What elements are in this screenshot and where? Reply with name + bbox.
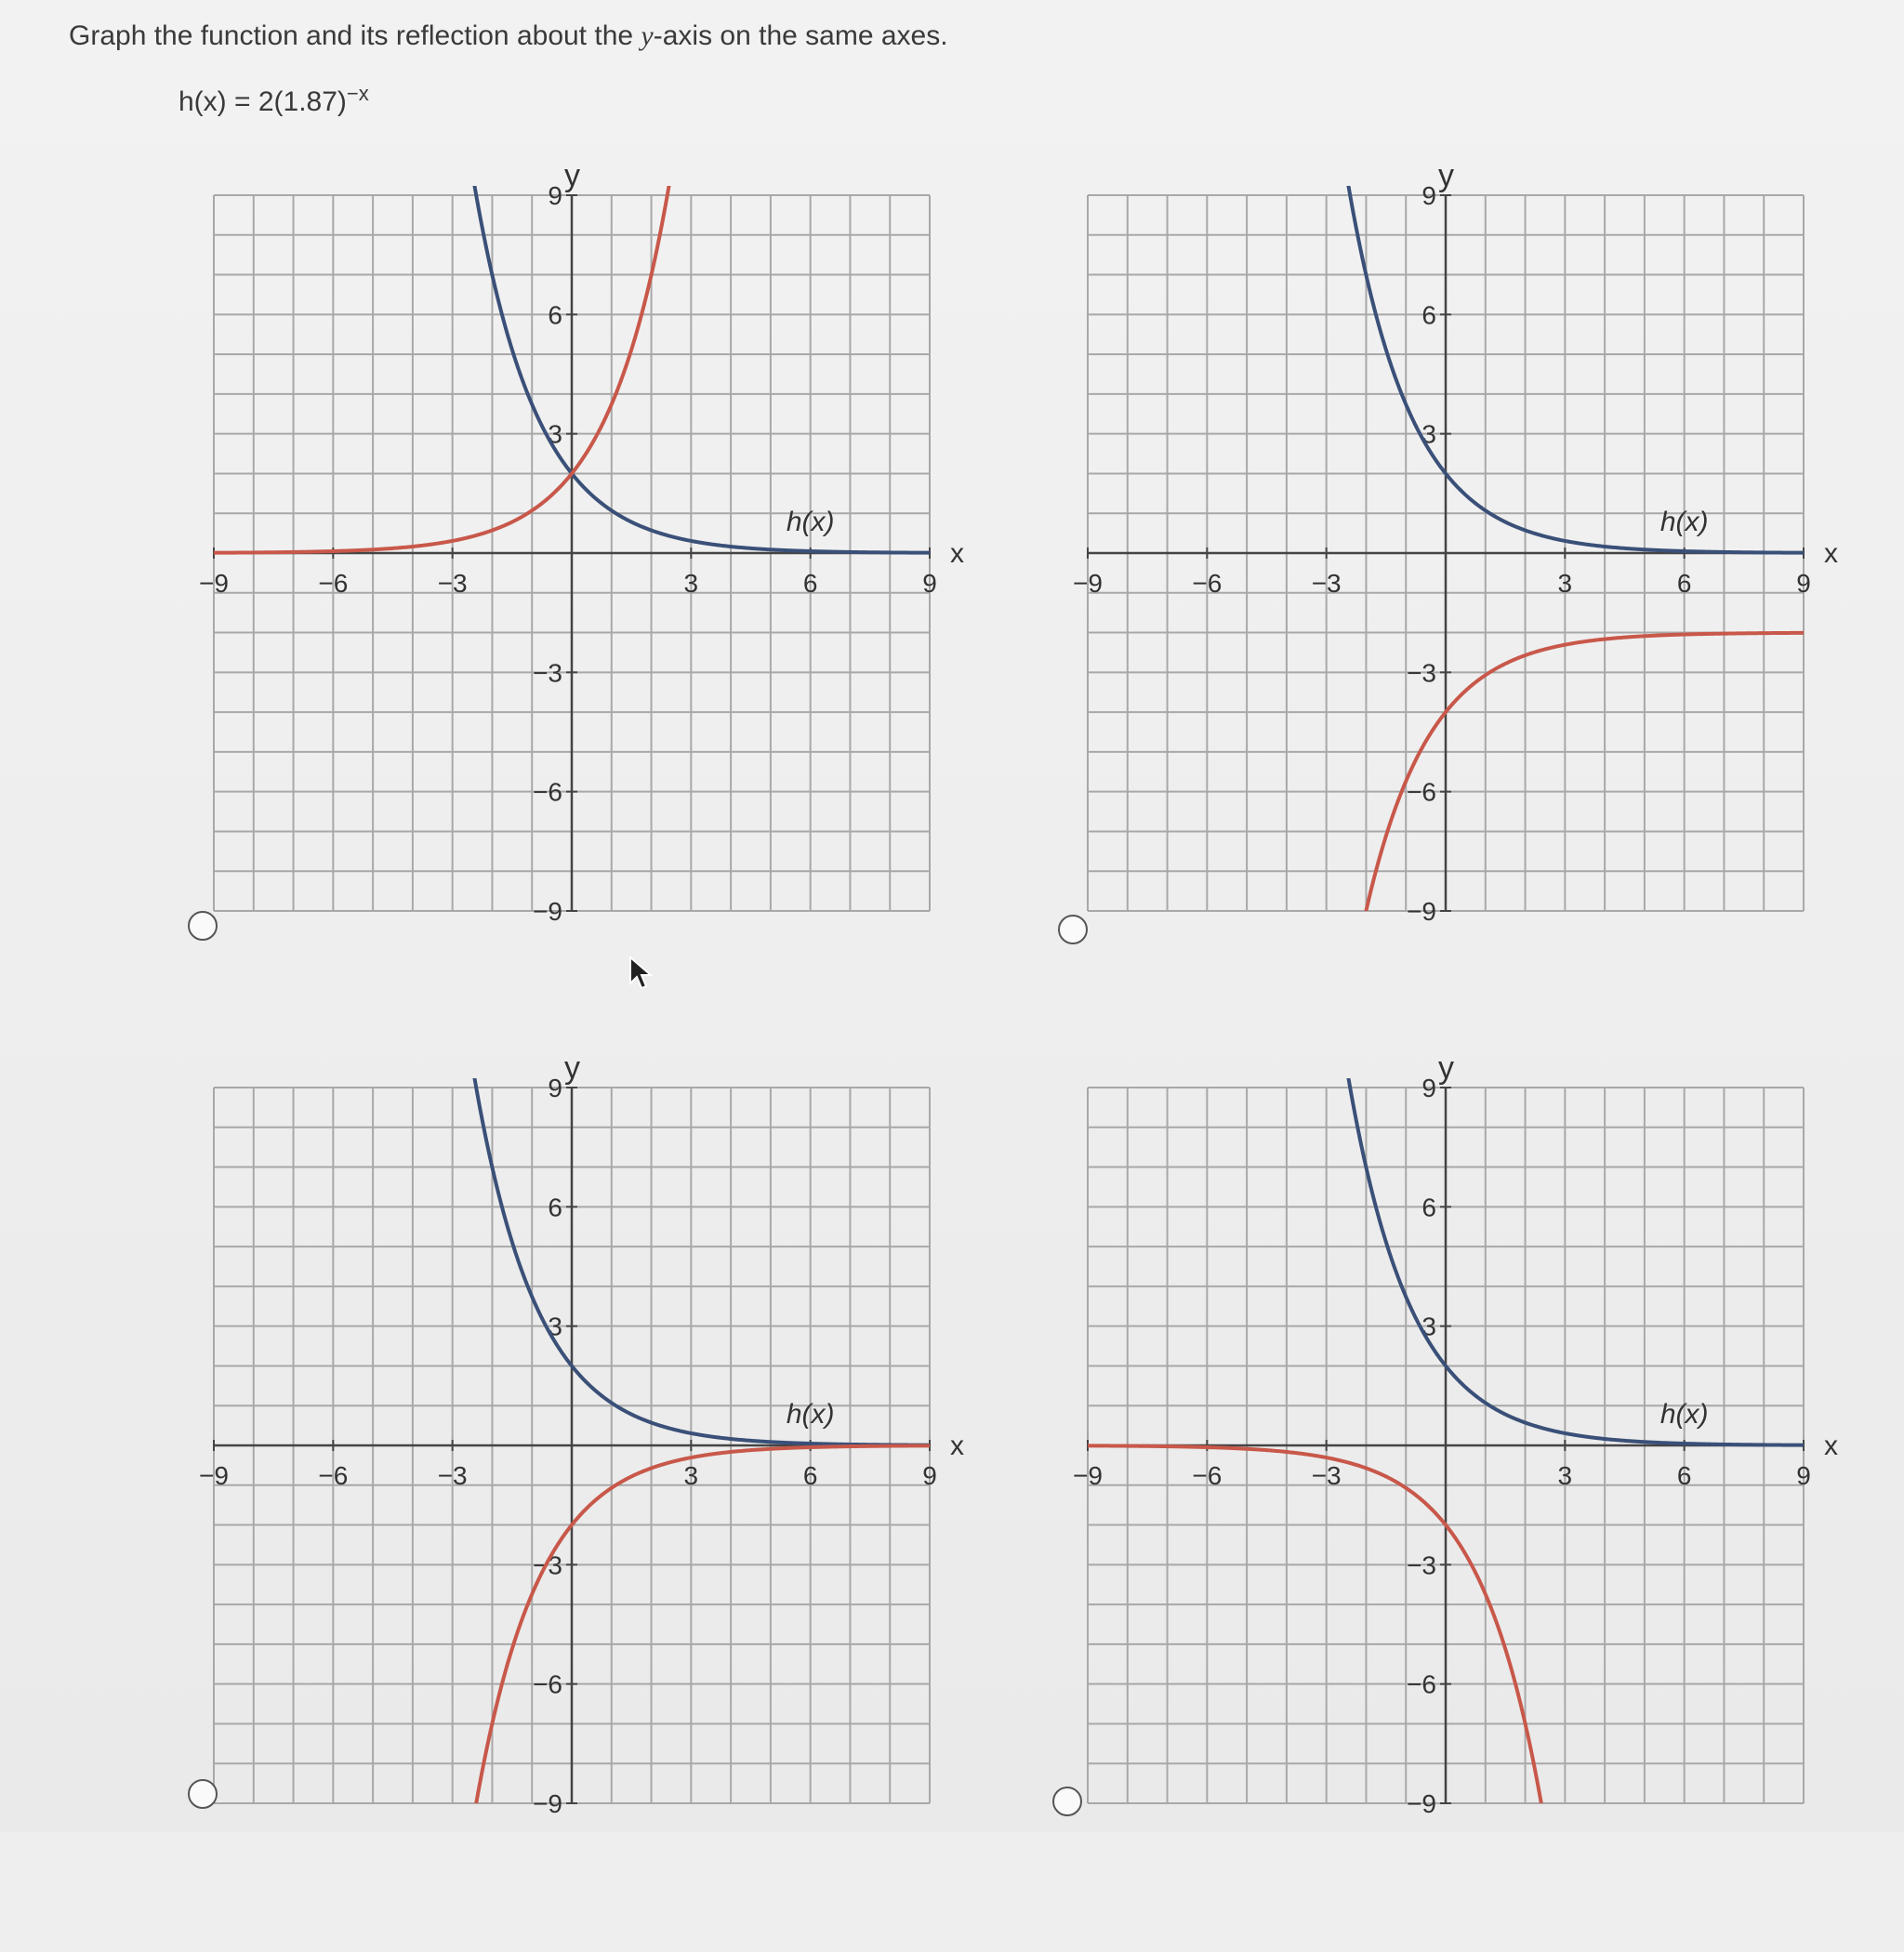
x-tick-label: −6 bbox=[318, 1461, 349, 1490]
y-tick-label: −3 bbox=[1407, 658, 1436, 688]
y-tick-label: −3 bbox=[533, 1550, 562, 1580]
x-tick-label: −6 bbox=[1192, 1461, 1223, 1490]
formula-base: h(x) = 2(1.87) bbox=[178, 86, 347, 117]
question-variable: y bbox=[641, 20, 654, 51]
graph-option-2 bbox=[1060, 149, 1897, 948]
formula-exponent: −x bbox=[346, 82, 369, 105]
y-tick-label: −3 bbox=[533, 658, 562, 688]
radio-option-2[interactable] bbox=[1058, 915, 1088, 944]
y-tick-label: 3 bbox=[548, 419, 562, 449]
graph-option-4 bbox=[1060, 1041, 1897, 1840]
y-axis-label: y bbox=[1438, 158, 1454, 193]
x-tick-label: −3 bbox=[1311, 1461, 1342, 1490]
y-tick-label: −3 bbox=[1407, 1550, 1436, 1580]
y-tick-label: 6 bbox=[548, 1193, 562, 1222]
x-axis-label: x bbox=[950, 538, 964, 569]
x-tick-label: −9 bbox=[1073, 1461, 1103, 1490]
x-tick-label: −9 bbox=[1073, 569, 1103, 598]
x-axis-label: x bbox=[1824, 1431, 1838, 1461]
y-tick-label: 3 bbox=[548, 1312, 562, 1341]
y-tick-label: 6 bbox=[1421, 300, 1436, 330]
x-tick-label: −6 bbox=[318, 569, 349, 598]
x-tick-label: 6 bbox=[1676, 569, 1692, 598]
answer-option-1[interactable] bbox=[186, 149, 1116, 1060]
function-formula bbox=[178, 82, 369, 118]
y-tick-label: 3 bbox=[1421, 419, 1436, 449]
x-tick-label: 3 bbox=[683, 1461, 699, 1490]
x-tick-label: −3 bbox=[437, 1461, 468, 1490]
curve-annotation: h(x) bbox=[786, 1399, 835, 1430]
x-tick-label: −3 bbox=[437, 569, 468, 598]
y-tick-label: −6 bbox=[533, 1669, 562, 1699]
x-tick-label: 9 bbox=[922, 569, 937, 598]
y-tick-label: 9 bbox=[1421, 1074, 1436, 1102]
x-tick-label: 6 bbox=[802, 569, 818, 598]
y-tick-label: −9 bbox=[533, 897, 562, 926]
y-tick-label: 6 bbox=[548, 300, 562, 330]
y-tick-label: −6 bbox=[1407, 777, 1436, 807]
y-tick-label: −9 bbox=[1407, 1789, 1436, 1818]
graph-option-3 bbox=[186, 1041, 1023, 1840]
x-tick-label: −3 bbox=[1311, 569, 1342, 598]
mouse-pointer-icon bbox=[628, 956, 656, 993]
x-tick-label: 3 bbox=[683, 569, 699, 598]
y-tick-label: 9 bbox=[548, 181, 562, 210]
y-tick-label: 9 bbox=[1421, 181, 1436, 210]
y-tick-label: 6 bbox=[1421, 1193, 1436, 1222]
question-text-part2: -axis on the same axes. bbox=[653, 20, 948, 51]
question-text-part1: Graph the function and its reflection about the bbox=[69, 20, 641, 51]
x-tick-label: 9 bbox=[1796, 1461, 1811, 1490]
x-tick-label: 6 bbox=[802, 1461, 818, 1490]
y-tick-label: −6 bbox=[533, 777, 562, 807]
radio-option-4[interactable] bbox=[1052, 1787, 1082, 1816]
answer-option-3[interactable] bbox=[186, 1041, 1116, 1952]
radio-option-1[interactable] bbox=[188, 911, 218, 941]
graph-option-1 bbox=[186, 149, 1023, 948]
x-axis-label: x bbox=[1824, 538, 1838, 569]
curve-annotation: h(x) bbox=[1659, 507, 1709, 537]
radio-option-3[interactable] bbox=[188, 1779, 218, 1809]
y-axis-label: y bbox=[564, 1050, 580, 1086]
y-tick-label: −6 bbox=[1407, 1669, 1436, 1699]
y-tick-label: −9 bbox=[533, 1789, 562, 1818]
answer-option-2[interactable] bbox=[1060, 149, 1904, 1060]
x-tick-label: 6 bbox=[1676, 1461, 1692, 1490]
curve-annotation: h(x) bbox=[786, 507, 835, 537]
y-tick-label: 3 bbox=[1421, 1312, 1436, 1341]
answer-option-4[interactable] bbox=[1060, 1041, 1904, 1952]
y-axis-label: y bbox=[1438, 1050, 1454, 1086]
x-tick-label: 9 bbox=[922, 1461, 937, 1490]
y-tick-label: 9 bbox=[548, 1074, 562, 1102]
curve-annotation: h(x) bbox=[1659, 1399, 1709, 1430]
x-tick-label: −9 bbox=[199, 1461, 229, 1490]
x-tick-label: −6 bbox=[1192, 569, 1223, 598]
x-tick-label: −9 bbox=[199, 569, 229, 598]
x-axis-label: x bbox=[950, 1431, 964, 1461]
question-text bbox=[69, 20, 948, 52]
x-tick-label: 3 bbox=[1557, 1461, 1573, 1490]
y-axis-label: y bbox=[564, 158, 580, 193]
x-tick-label: 9 bbox=[1796, 569, 1811, 598]
x-tick-label: 3 bbox=[1557, 569, 1573, 598]
y-tick-label: −9 bbox=[1407, 897, 1436, 926]
